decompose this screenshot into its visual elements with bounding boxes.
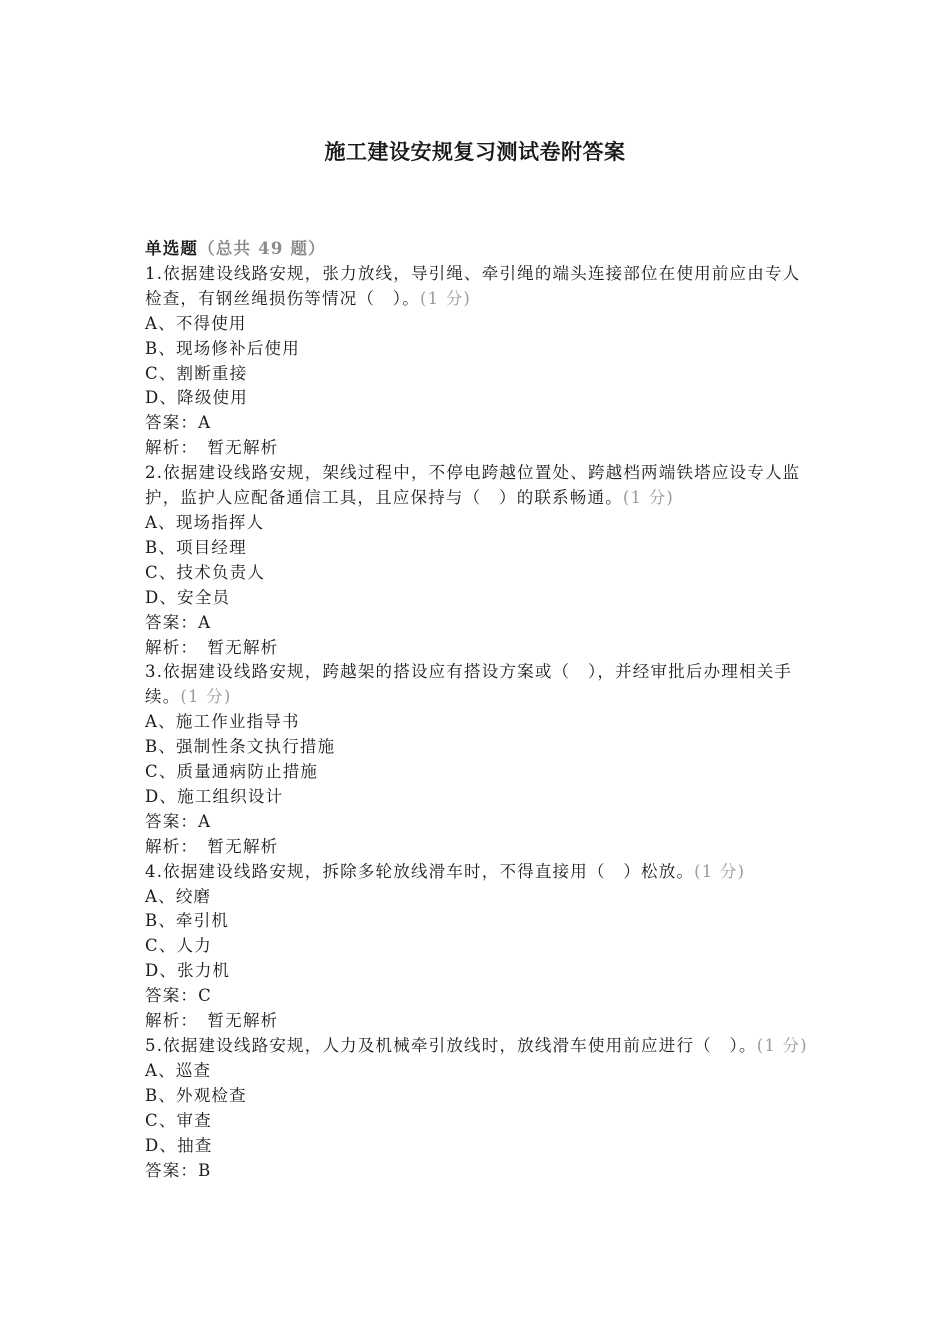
question-stem	[145, 660, 810, 710]
analysis-line: 解析： 暂无解析	[145, 836, 279, 856]
question-stem	[145, 1034, 810, 1059]
question-score: (1 分)	[622, 488, 675, 508]
answer-line: 答案：C	[145, 986, 212, 1006]
question-stem	[145, 860, 810, 885]
option-d: D、安全员	[145, 587, 231, 607]
answer-line: 答案：A	[145, 413, 212, 433]
answer-line: 答案：B	[145, 1160, 212, 1180]
answer-line: 答案：A	[145, 811, 212, 831]
question-score: (1 分)	[694, 861, 746, 881]
question-text: 1.依据建设线路安规，张力放线，导引绳、牵引绳的端头连接部位在使用前应由专人检查，有钢丝绳损伤等情况（ ）。	[145, 263, 801, 308]
option-c: C、人力	[145, 936, 212, 956]
question-list	[145, 237, 810, 1183]
option-a: A、不得使用	[145, 313, 247, 333]
option-b: B、现场修补后使用	[145, 338, 300, 358]
question-text: 4.依据建设线路安规，拆除多轮放线滑车时，不得直接用（ ）松放。	[145, 861, 695, 881]
question-1	[145, 262, 810, 461]
question-stem	[145, 262, 810, 312]
question-2	[145, 461, 810, 660]
question-score: (1 分)	[419, 288, 472, 308]
option-c: C、审查	[145, 1110, 212, 1130]
question-text: 3.依据建设线路安规，跨越架的搭设应有搭设方案或（ ），并经审批后办理相关手续。	[145, 662, 793, 707]
section-count: （总共 49 题）	[198, 239, 326, 258]
option-b: B、强制性条文执行措施	[145, 737, 336, 757]
analysis-line: 解析： 暂无解析	[145, 438, 279, 458]
analysis-line: 解析： 暂无解析	[145, 1011, 279, 1031]
question-3	[145, 660, 810, 859]
question-text: 2.依据建设线路安规，架线过程中，不停电跨越位置处、跨越档两端铁塔应设专人监护，监护人应配备通信工具，且应保持与（ ）的联系畅通。	[145, 463, 801, 508]
question-5	[145, 1034, 810, 1183]
option-b: B、外观检查	[145, 1085, 247, 1105]
option-b: B、牵引机	[145, 911, 230, 931]
option-b: B、项目经理	[145, 537, 247, 557]
option-a: A、绞磨	[145, 886, 212, 906]
option-d: D、降级使用	[145, 388, 248, 408]
option-d: D、张力机	[145, 961, 231, 981]
analysis-line: 解析： 暂无解析	[145, 637, 279, 657]
option-a: A、现场指挥人	[145, 512, 265, 532]
section-heading	[145, 237, 810, 262]
option-c: C、割断重接	[145, 363, 248, 383]
section-label: 单选题	[145, 239, 199, 258]
document-title: 施工建设安规复习测试卷附答案	[324, 139, 626, 164]
option-c: C、技术负责人	[145, 562, 266, 582]
option-a: A、施工作业指导书	[145, 712, 300, 732]
answer-line: 答案：A	[145, 612, 212, 632]
question-4	[145, 860, 810, 1034]
option-c: C、质量通病防止措施	[145, 762, 319, 782]
option-d: D、抽查	[145, 1135, 213, 1155]
question-score: (1 分)	[180, 687, 232, 707]
question-score: (1 分)	[756, 1036, 808, 1055]
option-a: A、巡查	[145, 1060, 212, 1080]
option-d: D、施工组织设计	[145, 786, 284, 806]
question-stem	[145, 461, 810, 511]
question-text: 5.依据建设线路安规，人力及机械牵引放线时，放线滑车使用前应进行（ ）。	[145, 1036, 757, 1055]
